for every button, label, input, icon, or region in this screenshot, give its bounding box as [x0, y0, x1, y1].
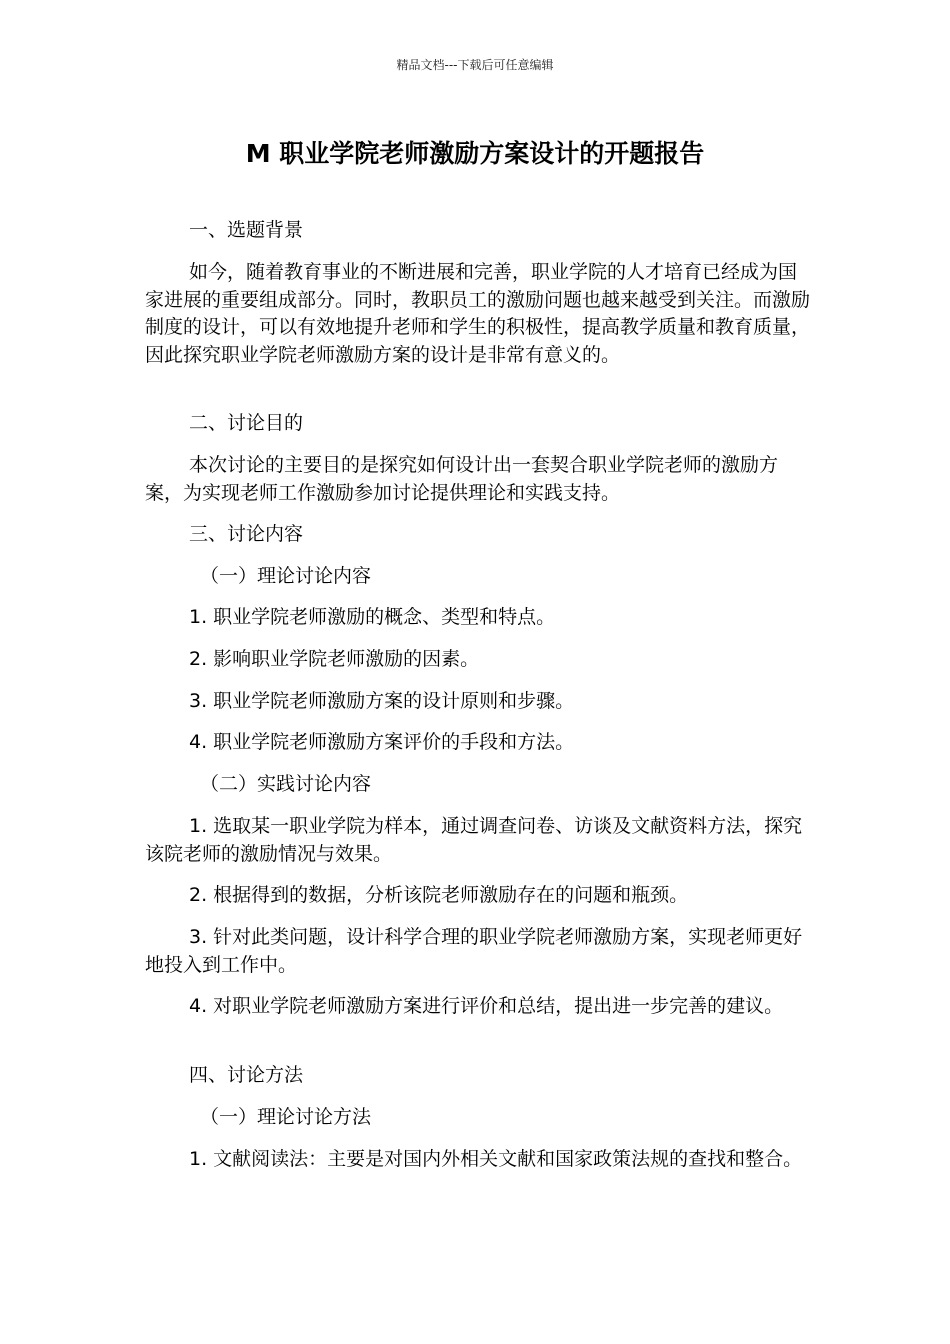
section-1-heading: 一、选题背景 [189, 219, 304, 241]
section-2-paragraph: 本次讨论的主要目的是探究如何设计出一套契合职业学院老师的激励方案，为实现老师工作激励参加讨论提供理论和实践支持。 [145, 454, 779, 504]
page-header: 精品文档---下载后可任意编辑 [396, 58, 554, 72]
section-3-subheading-theory: （一）理论讨论内容 [200, 565, 372, 587]
practice-item-4: 4. 对职业学院老师激励方案进行评价和总结，提出进一步完善的建议。 [189, 995, 784, 1017]
theory-item-4: 4. 职业学院老师激励方案评价的手段和方法。 [189, 731, 575, 753]
theory-item-2: 2. 影响职业学院老师激励的因素。 [189, 648, 480, 670]
section-2-heading: 二、讨论目的 [189, 412, 304, 434]
section-4-subheading-theory: （一）理论讨论方法 [200, 1106, 372, 1128]
document-title: M 职业学院老师激励方案设计的开题报告 [245, 139, 705, 168]
section-1-paragraph: 如今，随着教育事业的不断进展和完善，职业学院的人才培育已经成为国家进展的重要组成部分。同时，教职员工的激励问题也越来越受到关注。而激励制度的设计，可以有效地提升老师和学生的积极性，提高教学质量和教育质量，因此探究职业学院老师激励方案的设计是非常有意义的。 [145, 261, 811, 366]
theory-item-1: 1. 职业学院老师激励的概念、类型和特点。 [189, 606, 556, 628]
practice-item-3: 3. 针对此类问题，设计科学合理的职业学院老师激励方案，实现老师更好地投入到工作中。 [145, 926, 803, 976]
theory-item-3: 3. 职业学院老师激励方案的设计原则和步骤。 [189, 690, 575, 712]
section-3-subheading-practice: （二）实践讨论内容 [200, 773, 372, 795]
section-4-heading: 四、讨论方法 [189, 1064, 304, 1086]
practice-item-1: 1. 选取某一职业学院为样本，通过调查问卷、访谈及文献资料方法，探究该院老师的激励情况与效果。 [145, 815, 803, 865]
section-3-heading: 三、讨论内容 [189, 523, 304, 545]
method-item-1: 1. 文献阅读法：主要是对国内外相关文献和国家政策法规的查找和整合。 [189, 1148, 803, 1170]
practice-item-2: 2. 根据得到的数据，分析该院老师激励存在的问题和瓶颈。 [189, 884, 689, 906]
